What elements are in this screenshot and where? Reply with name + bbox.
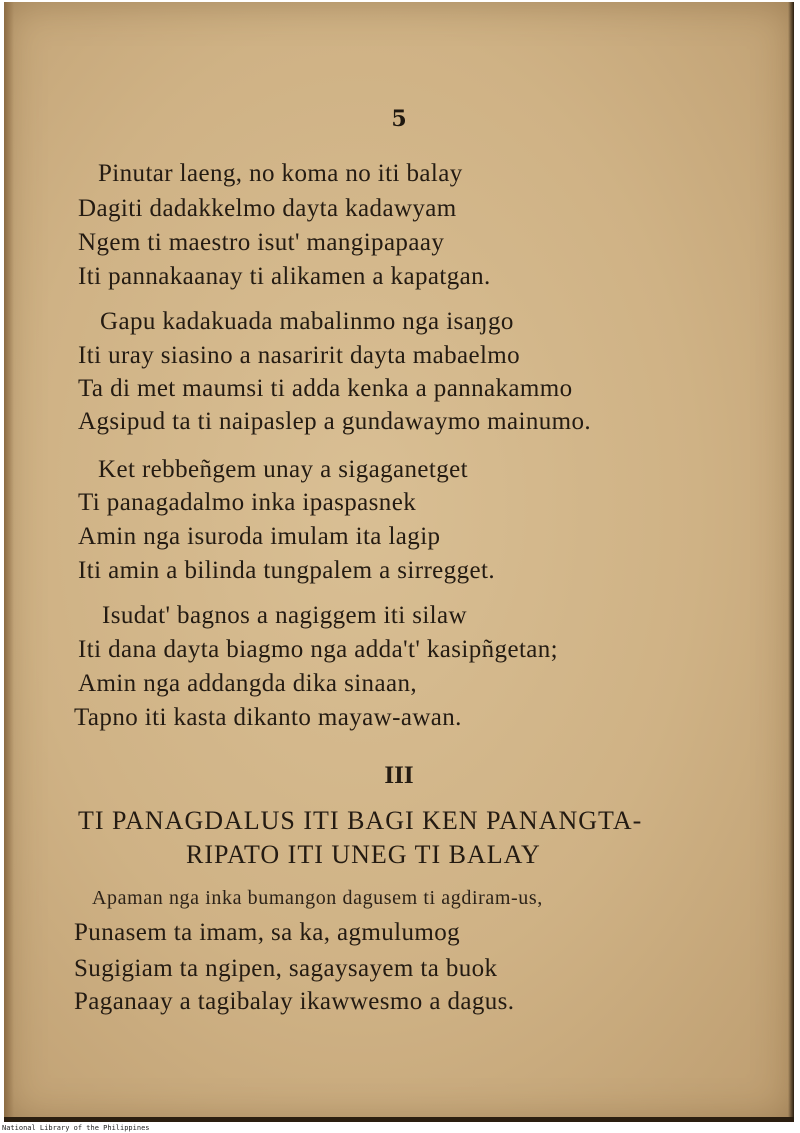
section-numeral: III bbox=[384, 762, 414, 789]
section-intro-line: Apaman nga inka bumangon dagusem ti agdiram-us, bbox=[92, 887, 543, 909]
stanza-3-line-1: Ket rebbeñgem unay a sigaganetget bbox=[98, 456, 468, 483]
stanza-4-line-2: Iti dana dayta biagmo nga adda't' kasipñgetan; bbox=[78, 636, 559, 663]
section-title-line-1: TI PANAGDALUS ITI BAGI KEN PANANGTA- bbox=[78, 806, 643, 835]
stanza-4-line-3: Amin nga addangda dika sinaan, bbox=[78, 670, 417, 697]
stanza-3-line-4: Iti amin a bilinda tungpalem a sirregget. bbox=[78, 557, 495, 584]
stanza-2-line-3: Ta di met maumsi ti adda kenka a pannakammo bbox=[78, 375, 573, 402]
stanza-3-line-2: Ti panagadalmo inka ipaspasnek bbox=[78, 489, 417, 516]
library-credit: National Library of the Philippines bbox=[2, 1124, 150, 1132]
section-line-2: Sugigiam ta ngipen, sagaysayem ta buok bbox=[74, 955, 498, 982]
stanza-4-line-1: Isudat' bagnos a nagiggem iti silaw bbox=[102, 602, 467, 629]
section-line-3: Paganaay a tagibalay ikawwesmo a dagus. bbox=[74, 988, 515, 1015]
stanza-2-line-1: Gapu kadakuada mabalinmo nga isaŋgo bbox=[100, 308, 514, 335]
page-bottom-edge bbox=[4, 1117, 794, 1122]
stanza-2-line-4: Agsipud ta ti naipaslep a gundawaymo mainumo. bbox=[78, 408, 592, 435]
section-title-line-2: RIPATO ITI UNEG TI BALAY bbox=[186, 840, 541, 869]
stanza-4-line-4: Tapno iti kasta dikanto mayaw-awan. bbox=[74, 704, 462, 731]
stanza-2-line-2: Iti uray siasino a nasaririt dayta mabaelmo bbox=[78, 342, 521, 369]
page-left-edge bbox=[4, 2, 14, 1122]
page-right-edge bbox=[788, 2, 794, 1122]
stanza-1-line-3: Ngem ti maestro isut' mangipapaay bbox=[78, 229, 445, 256]
section-line-1: Punasem ta imam, sa ka, agmulumog bbox=[74, 919, 461, 946]
page-number: 5 bbox=[391, 106, 407, 132]
stanza-1-line-4: Iti pannakaanay ti alikamen a kapatgan. bbox=[78, 263, 491, 290]
stanza-3-line-3: Amin nga isuroda imulam ita lagip bbox=[78, 523, 441, 550]
stanza-1-line-2: Dagiti dadakkelmo dayta kadawyam bbox=[78, 195, 457, 222]
stanza-1-line-1: Pinutar laeng, no koma no iti balay bbox=[98, 160, 463, 187]
book-page bbox=[4, 2, 794, 1122]
